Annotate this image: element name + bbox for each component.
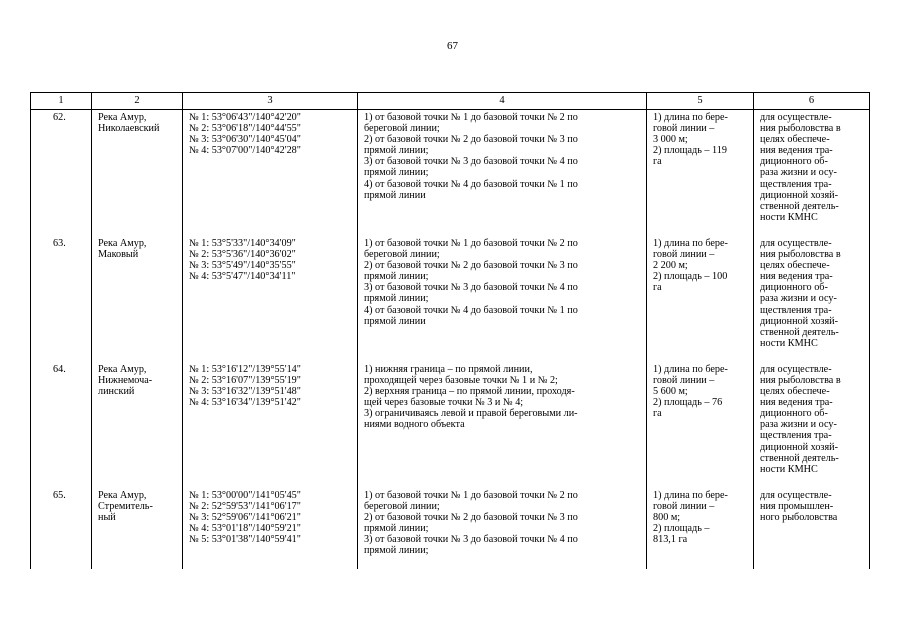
- area-boundaries-cell: [358, 110, 647, 236]
- base-point-coordinates-line: № 3: 53°06'30"/140°45'04": [189, 134, 301, 146]
- table-row: [31, 362, 870, 488]
- area-boundaries-line: береговой линии;: [364, 123, 440, 135]
- area-boundaries-line: береговой линии;: [364, 249, 440, 261]
- area-size-line: 2) площадь – 119: [653, 145, 727, 157]
- area-boundaries-line: 1) нижняя граница – по прямой линии,: [364, 363, 533, 375]
- area-purpose-line: раза жизни и осу-: [760, 167, 837, 179]
- area-boundaries-line: прямой линии;: [364, 523, 429, 535]
- base-point-coordinates-line: № 1: 53°5'33"/140°34'09": [189, 237, 296, 249]
- base-point-coordinates-cell: [183, 488, 358, 570]
- base-point-coordinates-line: № 2: 52°59'53"/141°06'17": [189, 500, 301, 512]
- area-purpose-line: раза жизни и осу-: [760, 293, 837, 305]
- area-size-cell: [647, 110, 754, 236]
- area-size-cell: [647, 236, 754, 362]
- area-size-line: 5 600 м;: [653, 386, 688, 398]
- area-name-line: Река Амур,: [98, 112, 147, 123]
- area-purpose-line: раза жизни и осу-: [760, 419, 837, 431]
- area-boundaries-line: 2) от базовой точки № 2 до базовой точки № 3 по: [364, 134, 578, 146]
- base-point-coordinates-line: № 4: 53°16'34"/139°51'42": [189, 397, 301, 409]
- area-boundaries-line: 2) верхняя граница – по прямой линии, проходя-: [364, 386, 575, 398]
- area-size-line: 1) длина по бере-: [653, 489, 728, 501]
- area-name-line: Река Амур,: [98, 489, 147, 501]
- area-purpose-line: ния рыболовства в: [760, 249, 841, 261]
- area-name-line: Река Амур,: [98, 237, 147, 249]
- area-purpose-line: ности КМНС: [760, 463, 818, 475]
- base-point-coordinates-line: № 4: 53°01'18"/140°59'21": [189, 523, 301, 535]
- area-purpose-line: целях обеспече-: [760, 386, 830, 398]
- area-boundaries-line: 3) от базовой точки № 3 до базовой точки № 4 по: [364, 534, 578, 546]
- area-purpose-line: ществления тра-: [760, 178, 832, 190]
- base-point-coordinates-line: № 3: 53°16'32"/139°51'48": [189, 386, 301, 398]
- area-name-line: Стремитель-: [98, 500, 153, 512]
- base-point-coordinates-line: № 4: 53°07'00"/140°42'28": [189, 145, 301, 157]
- area-purpose-line: ния промышлен-: [760, 500, 834, 512]
- area-size-line: га: [653, 156, 662, 168]
- area-purpose-line: ственной деятель-: [760, 200, 839, 212]
- area-purpose-line: ния ведения тра-: [760, 145, 833, 157]
- area-boundaries-line: 2) от базовой точки № 2 до базовой точки № 3 по: [364, 260, 578, 272]
- area-purpose-cell: [754, 488, 870, 570]
- area-boundaries-line: прямой линии: [364, 189, 426, 201]
- base-point-coordinates-line: № 3: 52°59'06"/141°06'21": [189, 512, 301, 523]
- table-row: [31, 236, 870, 362]
- area-boundaries-cell: [358, 362, 647, 488]
- area-name-cell: [92, 236, 183, 362]
- area-boundaries-cell: [358, 236, 647, 362]
- column-header: 4: [358, 93, 647, 110]
- area-purpose-line: целях обеспече-: [760, 134, 830, 146]
- area-size-line: говой линии –: [653, 374, 715, 386]
- area-purpose-line: ности КМНС: [760, 211, 818, 223]
- row-number: 62.: [31, 110, 92, 236]
- area-size-line: га: [653, 282, 662, 294]
- area-size-line: га: [653, 408, 662, 420]
- area-size-line: 2) площадь –: [653, 523, 710, 535]
- area-purpose-line: ности КМНС: [760, 337, 818, 349]
- area-size-line: 2) площадь – 100: [653, 271, 728, 283]
- base-point-coordinates-line: № 2: 53°06'18"/140°44'55": [189, 123, 301, 135]
- area-boundaries-line: щей через базовые точки № 3 и № 4;: [364, 397, 524, 409]
- area-name-line: Река Амур,: [98, 363, 147, 375]
- area-size-line: 800 м;: [653, 512, 681, 523]
- area-boundaries-line: 1) от базовой точки № 1 до базовой точки № 2 по: [364, 112, 578, 123]
- area-size-line: говой линии –: [653, 500, 715, 512]
- area-purpose-line: диционного об-: [760, 156, 828, 168]
- row-number: 65.: [31, 488, 92, 570]
- column-header: 5: [647, 93, 754, 110]
- area-boundaries-cell: [358, 488, 647, 570]
- area-name-line: Николаевский: [98, 123, 160, 135]
- row-number: 64.: [31, 362, 92, 488]
- area-boundaries-line: прямой линии;: [364, 271, 429, 283]
- area-boundaries-line: прямой линии;: [364, 167, 429, 179]
- area-purpose-line: для осуществле-: [760, 112, 832, 123]
- area-size-line: 2 200 м;: [653, 260, 688, 272]
- area-boundaries-line: ниями водного объекта: [364, 419, 465, 431]
- area-name-cell: [92, 110, 183, 236]
- area-boundaries-line: прямой линии: [364, 315, 426, 327]
- area-purpose-line: ния рыболовства в: [760, 123, 841, 135]
- area-boundaries-line: прямой линии;: [364, 145, 429, 157]
- area-boundaries-line: 1) от базовой точки № 1 до базовой точки № 2 по: [364, 237, 578, 249]
- column-header: 3: [183, 93, 358, 110]
- area-name-cell: [92, 488, 183, 570]
- column-header: 2: [92, 93, 183, 110]
- area-purpose-line: ственной деятель-: [760, 326, 839, 338]
- base-point-coordinates-cell: [183, 362, 358, 488]
- area-purpose-line: ния рыболовства в: [760, 374, 841, 386]
- area-boundaries-line: 2) от базовой точки № 2 до базовой точки № 3 по: [364, 512, 578, 523]
- table-row: [31, 110, 870, 236]
- area-boundaries-line: 3) ограничиваясь левой и правой береговыми ли-: [364, 408, 578, 420]
- area-size-line: 813,1 га: [653, 534, 688, 546]
- area-purpose-line: диционной хозяй-: [760, 441, 838, 453]
- base-point-coordinates-line: № 1: 53°00'00"/141°05'45": [189, 489, 301, 501]
- area-name-line: линский: [98, 386, 135, 398]
- area-name-line: ный: [98, 512, 116, 523]
- base-point-coordinates-line: № 5: 53°01'38"/140°59'41": [189, 534, 301, 546]
- base-point-coordinates-line: № 4: 53°5'47"/140°34'11": [189, 271, 296, 283]
- area-purpose-line: для осуществле-: [760, 489, 832, 501]
- base-point-coordinates-cell: [183, 236, 358, 362]
- page-number: 67: [447, 40, 458, 52]
- area-size-line: 1) длина по бере-: [653, 237, 728, 249]
- base-point-coordinates-line: № 3: 53°5'49"/140°35'55": [189, 260, 296, 272]
- area-purpose-line: диционного об-: [760, 408, 828, 420]
- area-boundaries-line: прямой линии;: [364, 545, 429, 557]
- area-size-line: 3 000 м;: [653, 134, 688, 146]
- area-boundaries-line: проходящей через базовые точки № 1 и № 2;: [364, 374, 558, 386]
- area-purpose-cell: [754, 110, 870, 236]
- area-boundaries-line: 4) от базовой точки № 4 до базовой точки № 1 по: [364, 178, 578, 190]
- area-size-cell: [647, 488, 754, 570]
- base-point-coordinates-line: № 2: 53°16'07"/139°55'19": [189, 374, 301, 386]
- area-purpose-line: ного рыболовства: [760, 512, 838, 523]
- area-purpose-line: ществления тра-: [760, 304, 832, 316]
- area-boundaries-line: прямой линии;: [364, 293, 429, 305]
- row-number: 63.: [31, 236, 92, 362]
- area-boundaries-line: 3) от базовой точки № 3 до базовой точки № 4 по: [364, 282, 578, 294]
- area-boundaries-line: 4) от базовой точки № 4 до базовой точки № 1 по: [364, 304, 578, 316]
- area-purpose-cell: [754, 362, 870, 488]
- base-point-coordinates-line: № 1: 53°16'12"/139°55'14": [189, 363, 301, 375]
- area-size-line: 1) длина по бере-: [653, 112, 728, 123]
- area-boundaries-line: 1) от базовой точки № 1 до базовой точки № 2 по: [364, 489, 578, 501]
- area-purpose-line: диционного об-: [760, 282, 828, 294]
- table-row: [31, 488, 870, 570]
- area-purpose-line: диционной хозяй-: [760, 189, 838, 201]
- base-point-coordinates-cell: [183, 110, 358, 236]
- area-boundaries-line: 3) от базовой точки № 3 до базовой точки № 4 по: [364, 156, 578, 168]
- area-purpose-cell: [754, 236, 870, 362]
- area-purpose-line: целях обеспече-: [760, 260, 830, 272]
- area-boundaries-line: береговой линии;: [364, 500, 440, 512]
- area-purpose-line: ществления тра-: [760, 430, 832, 442]
- area-name-line: Маковый: [98, 249, 139, 261]
- area-size-line: говой линии –: [653, 249, 715, 261]
- base-point-coordinates-line: № 2: 53°5'36"/140°36'02": [189, 249, 296, 261]
- area-purpose-line: для осуществле-: [760, 237, 832, 249]
- area-size-line: 1) длина по бере-: [653, 363, 728, 375]
- fishing-areas-table: [30, 92, 870, 569]
- column-header: 1: [31, 93, 92, 110]
- column-header: 6: [754, 93, 870, 110]
- area-size-line: 2) площадь – 76: [653, 397, 723, 409]
- area-purpose-line: ственной деятель-: [760, 452, 839, 464]
- area-size-cell: [647, 362, 754, 488]
- area-purpose-line: для осуществле-: [760, 363, 832, 375]
- table-header-row: [31, 93, 870, 110]
- area-purpose-line: ния ведения тра-: [760, 397, 833, 409]
- base-point-coordinates-line: № 1: 53°06'43"/140°42'20": [189, 112, 301, 123]
- area-purpose-line: ния ведения тра-: [760, 271, 833, 283]
- area-purpose-line: диционной хозяй-: [760, 315, 838, 327]
- area-name-cell: [92, 362, 183, 488]
- area-name-line: Нижнемоча-: [98, 374, 153, 386]
- area-size-line: говой линии –: [653, 123, 715, 135]
